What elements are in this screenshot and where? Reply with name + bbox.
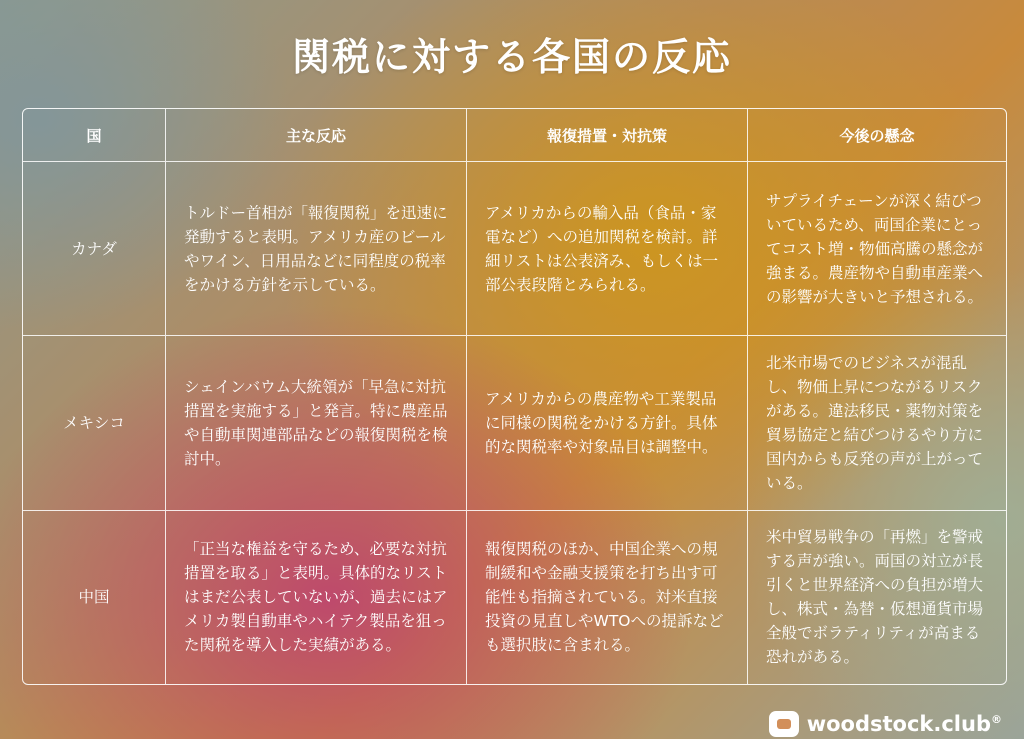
woodstock-logo-icon — [769, 711, 799, 737]
cell-measures: 報復関税のほか、中国企業への規制緩和や金融支援策を打ち出す可能性も指摘されている。対米直接投資の見直しやWTOへの提訴なども選択肢に含まれる。 — [467, 511, 748, 684]
header-reaction: 主な反応 — [166, 109, 467, 162]
cell-concerns: サプライチェーンが深く結びついているため、両国企業にとってコスト増・物価高騰の懸念が強まる。農産物や自動車産業への影響が大きいと予想される。 — [748, 162, 1006, 336]
header-measures: 報復措置・対抗策 — [467, 109, 748, 162]
cell-concerns: 米中貿易戦争の「再燃」を警戒する声が強い。両国の対立が長引くと世界経済への負担が増大し、株式・為替・仮想通貨市場全般でボラティリティが高まる恐れがある。 — [766, 528, 984, 667]
table-row — [23, 162, 1006, 336]
cell-country: 中国 — [23, 511, 166, 684]
cell-reaction: シェインバウム大統領が「早急に対抗措置を実施する」と発言。特に農産品や自動車関連部品などの報復関税を検討中。 — [166, 336, 467, 510]
table-row — [23, 336, 1006, 510]
cell-reaction: 「正当な権益を守るため、必要な対抗措置を取る」と表明。具体的なリストはまだ公表していないが、過去にはアメリカ製自動車やハイテク製品を狙った関税を導入した実績がある。 — [166, 511, 467, 684]
cell-country: メキシコ — [23, 336, 166, 510]
table-row — [23, 511, 1006, 684]
header-concerns: 今後の懸念 — [748, 109, 1006, 162]
cell-measures: アメリカからの農産物や工業製品に同様の関税をかける方針。具体的な関税率や対象品目は調整中。 — [467, 336, 748, 510]
cell-reaction: トルドー首相が「報復関税」を迅速に発動すると表明。アメリカ産のビールやワイン、日用品などに同程度の税率をかける方針を示している。 — [166, 162, 467, 336]
table-header-row — [23, 109, 1006, 162]
page-title: 関税に対する各国の反応 — [291, 35, 732, 79]
cell-concerns: 北米市場でのビジネスが混乱し、物価上昇につながるリスクがある。違法移民・薬物対策を貿易協定と結びつけるやり方に国内からも反発の声が上がっている。 — [748, 336, 1006, 510]
reaction-table — [22, 108, 1007, 685]
cell-measures: アメリカからの輸入品（食品・家電など）への追加関税を検討。詳細リストは公表済み、もしくは一部公表段階とみられる。 — [467, 162, 748, 336]
brand-name: woodstock.club® — [806, 712, 1002, 736]
cell-country: カナダ — [23, 162, 166, 336]
header-country: 国 — [23, 109, 166, 162]
brand-logo — [769, 711, 1002, 737]
